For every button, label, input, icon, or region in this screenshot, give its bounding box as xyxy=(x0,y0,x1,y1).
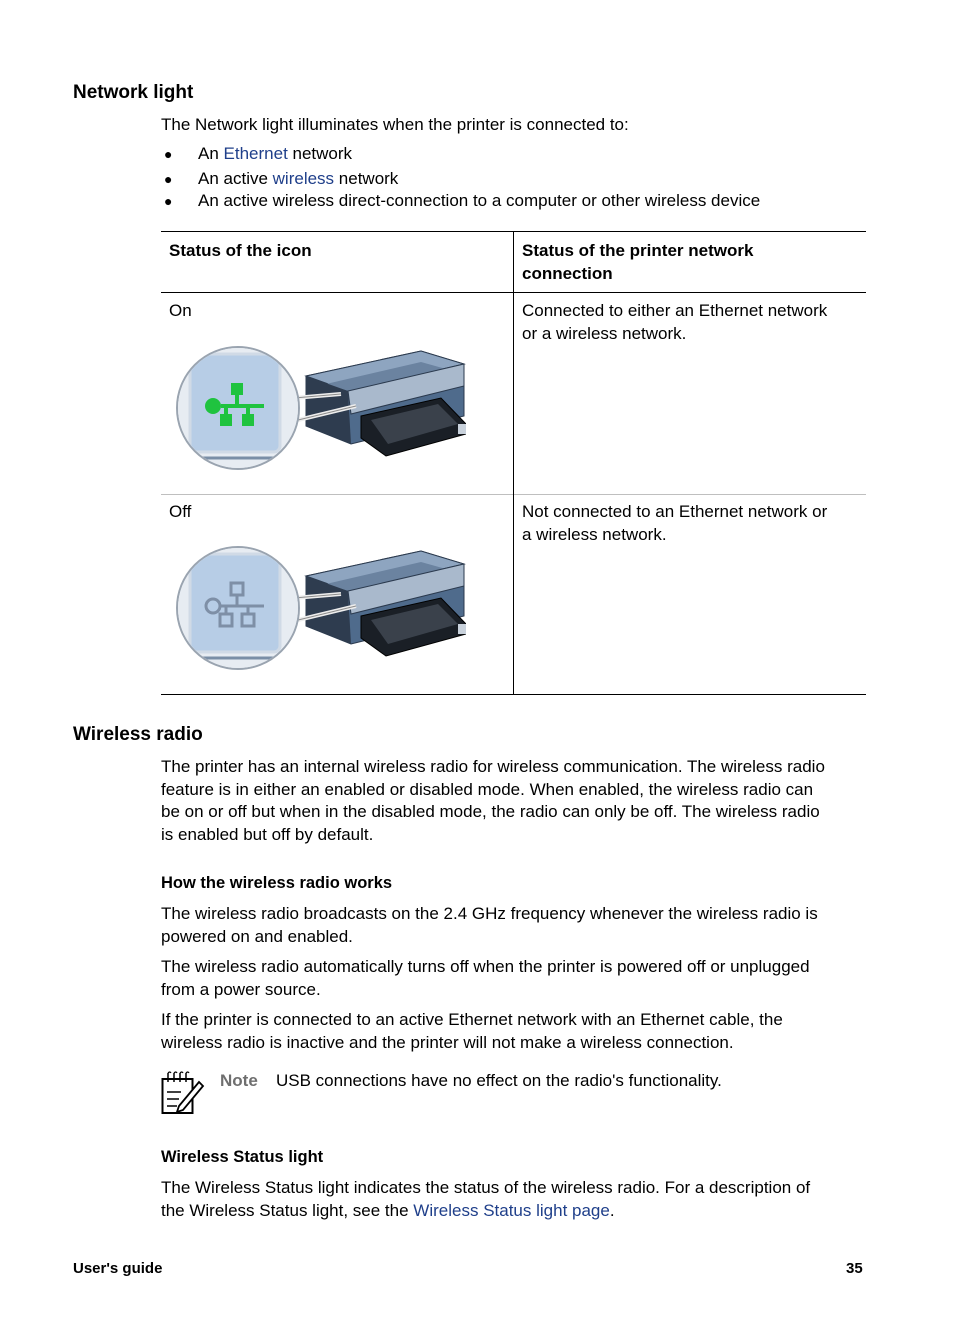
status-on-description: Connected to either an Ethernet network or a wireless network. xyxy=(522,301,828,343)
bullet-icon: ● xyxy=(164,171,173,187)
ethernet-link[interactable]: Ethernet xyxy=(223,144,288,163)
bullet-icon: ● xyxy=(164,146,173,162)
section-heading-wireless-radio: Wireless radio xyxy=(73,724,203,745)
wireless-status-paragraph: The Wireless Status light indicates the status of the wireless radio. For a description of the Wireless Status light, see the Wireless Status light page. xyxy=(161,1178,811,1220)
status-off-label: Off xyxy=(169,502,192,521)
subheading-wireless-status-light: Wireless Status light xyxy=(161,1148,324,1166)
list-item: ● An Ethernet network xyxy=(164,144,353,163)
table-header-icon-status: Status of the icon xyxy=(169,241,312,260)
list-item: ● An active wireless network xyxy=(164,169,399,188)
how-paragraph-1: The wireless radio broadcasts on the 2.4 GHz frequency whenever the wireless radio is powered on and enabled. xyxy=(161,904,818,946)
network-light-status-table xyxy=(161,231,866,695)
footer-guide-title: User's guide xyxy=(73,1260,163,1277)
note-text: USB connections have no effect on the radio's functionality. xyxy=(276,1071,722,1090)
network-connection-list xyxy=(161,143,760,214)
section-heading-network-light: Network light xyxy=(73,82,194,103)
page-number: 35 xyxy=(846,1260,863,1277)
note-label: Note xyxy=(220,1071,258,1090)
subheading-how-wireless-radio-works: How the wireless radio works xyxy=(161,874,393,892)
bullet-icon: ● xyxy=(164,193,173,209)
how-paragraph-2: The wireless radio automatically turns off when the printer is powered off or unplugged from a power source. xyxy=(161,957,810,999)
network-light-intro: The Network light illuminates when the printer is connected to: xyxy=(161,115,629,134)
table-column-divider xyxy=(513,231,514,695)
list-item: ● An active wireless direct-connection to a computer or other wireless device xyxy=(164,191,761,210)
status-on-label: On xyxy=(169,301,192,320)
table-header-connection-status: Status of the printer network connection xyxy=(522,241,754,283)
wireless-radio-paragraph: The printer has an internal wireless radio for wireless communication. The wireless radio feature is in either an enabled or disabled mode. When enabled, the wireless radio can be on or off but when in the disabled mode, the radio can only be off. The wireless radio is enabled but off by default. xyxy=(161,757,825,844)
printer-network-light-on-illustration xyxy=(176,346,466,471)
wireless-status-light-page-link[interactable]: Wireless Status light page xyxy=(413,1200,610,1220)
note-icon xyxy=(161,1070,205,1116)
wireless-link[interactable]: wireless xyxy=(272,169,335,188)
printer-network-light-off-illustration xyxy=(176,546,466,671)
how-paragraph-3: If the printer is connected to an active Ethernet network with an Ethernet cable, the wireless radio is inactive and the printer will not make a wireless connection. xyxy=(161,1010,783,1052)
status-off-description: Not connected to an Ethernet network or a wireless network. xyxy=(522,502,828,544)
